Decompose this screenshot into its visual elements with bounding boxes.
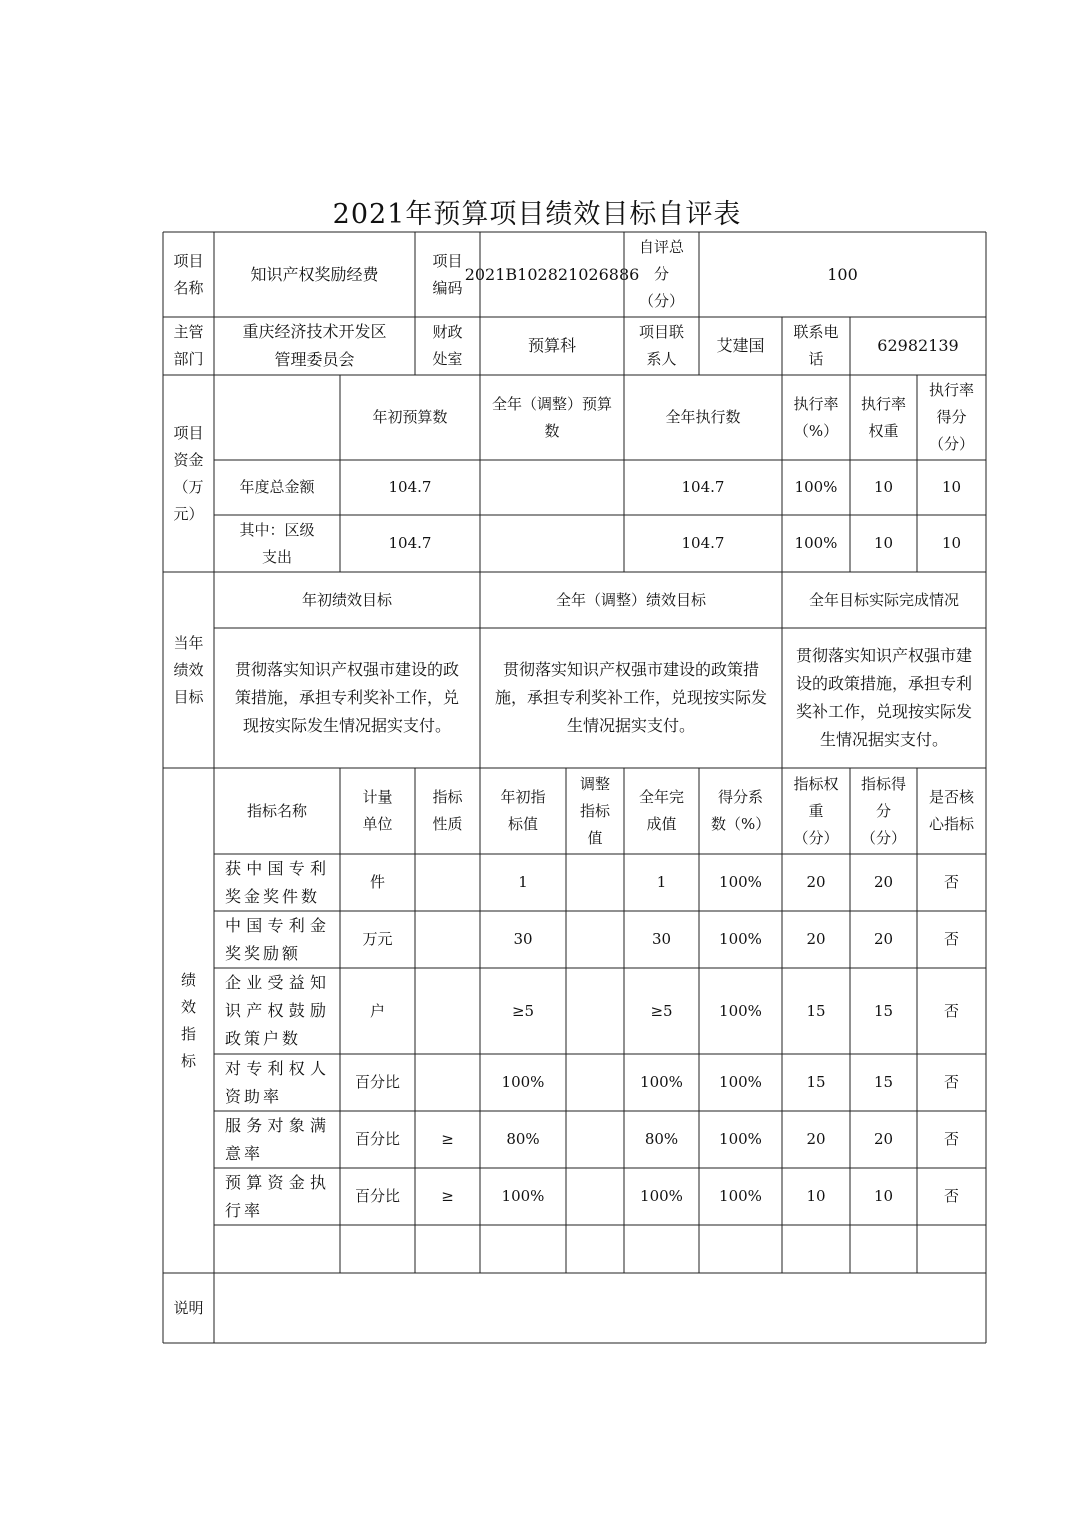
ind-row-core (917, 1111, 986, 1168)
funds-row-score (917, 515, 986, 572)
ind-col-coef (699, 768, 782, 854)
ind-row-nature (415, 911, 480, 968)
ind-col-adjusted-text: 调整指标值 (579, 774, 610, 847)
funds-row-initial (340, 460, 480, 515)
funds-row-weight (850, 460, 917, 515)
phone-label (782, 317, 850, 375)
ind-row-unit (340, 1054, 415, 1111)
goals-adjusted-text-text: 贯彻落实知识产权强市建设的政策措施，承担专利奖补工作，兑现按实际发生情况据实支付。 (494, 660, 767, 735)
ind-row-complete (624, 911, 699, 968)
funds-row-adjusted (480, 515, 624, 572)
goals-initial-text (214, 628, 480, 768)
ind-row-unit-text: 万元 (362, 930, 393, 948)
ind-col-initial (480, 768, 566, 854)
ind-row-weight (782, 911, 850, 968)
funds-col-adjusted (480, 375, 624, 460)
ind-row-initial (480, 911, 566, 968)
funds-row-rate (782, 515, 850, 572)
ind-row-unit (340, 911, 415, 968)
ind-col-initial-text: 年初指标值 (500, 788, 546, 833)
contact-value (699, 317, 782, 375)
funds-col-executed-text: 全年执行数 (665, 408, 741, 426)
funds-row-score (917, 460, 986, 515)
ind-row-core (917, 1168, 986, 1225)
self-score-label-text: 自评总分（分） (638, 238, 684, 310)
ind-row-coef (699, 968, 782, 1054)
finance-value-text: 预算科 (527, 336, 576, 355)
self-score-value (699, 232, 986, 317)
ind-row-weight-text: 10 (806, 1187, 826, 1205)
ind-row-nature (415, 1168, 480, 1225)
funds-row-rate-text: 100% (794, 478, 838, 496)
ind-row-complete (624, 1054, 699, 1111)
ind-row-nature (415, 1054, 480, 1111)
project-code-value-text: 2021B102821026886 (464, 264, 640, 284)
ind-row-coef-text: 100% (719, 873, 762, 891)
ind-row-name-text: 对专利权人资助率 (225, 1058, 329, 1106)
ind-col-score-text: 指标得分（分） (860, 774, 906, 847)
ind-row-unit-text: 百分比 (354, 1187, 400, 1205)
ind-col-weight (782, 768, 850, 854)
ind-row-score-text: 20 (873, 873, 894, 891)
ind-row-weight-text: 20 (806, 1130, 826, 1148)
contact-value-text: 艾建国 (716, 336, 765, 355)
goals-actual-text (782, 628, 986, 768)
funds-row-executed-text: 104.7 (681, 478, 725, 496)
ind-row-coef-text: 100% (719, 1187, 762, 1205)
ind-row-score-text: 10 (873, 1187, 894, 1205)
project-name-value (214, 232, 415, 317)
finance-label (415, 317, 480, 375)
goals-col-initial-text: 年初绩效目标 (301, 590, 392, 609)
ind-row-score (850, 1054, 917, 1111)
page-title: 2021年预算项目绩效目标自评表 (332, 199, 742, 230)
ind-row-nature (415, 968, 480, 1054)
finance-value (480, 317, 624, 375)
project-name-label-text: 项目名称 (173, 251, 204, 297)
ind-row-unit (340, 1168, 415, 1225)
ind-row-adjusted (566, 1111, 624, 1168)
ind-row-initial (480, 854, 566, 911)
funds-row-score-text: 10 (941, 534, 962, 552)
goals-section-label (163, 572, 214, 768)
ind-row-core (917, 854, 986, 911)
ind-row-core-text: 否 (943, 1073, 959, 1091)
ind-row-core (917, 1054, 986, 1111)
ind-row-weight (782, 1054, 850, 1111)
ind-row-core-text: 否 (943, 1001, 959, 1020)
funds-col-rate (782, 375, 850, 460)
ind-row-adjusted (566, 911, 624, 968)
ind-row-score-text: 15 (873, 1001, 894, 1020)
indicators-section-label (163, 768, 214, 1273)
contact-label-text: 项目联系人 (638, 323, 684, 368)
goals-initial-text-text: 贯彻落实知识产权强市建设的政策措施，承担专利奖补工作，兑现按实际发生情况据实支付。 (234, 660, 459, 735)
ind-row-adjusted (566, 968, 624, 1054)
ind-col-nature (415, 768, 480, 854)
ind-row-name-text: 企业受益知识产权鼓励政策户数 (225, 973, 329, 1048)
funds-row-weight-text: 10 (873, 534, 894, 552)
goals-section-label-text: 当年绩效目标 (173, 633, 204, 706)
ind-row-score (850, 911, 917, 968)
goals-col-actual (782, 572, 986, 628)
ind-row-initial (480, 968, 566, 1054)
ind-col-adjusted (566, 768, 624, 854)
funds-row-rate (782, 460, 850, 515)
phone-value-text: 62982139 (877, 336, 959, 355)
funds-row-rate-text: 100% (794, 534, 838, 552)
ind-row-initial (480, 1168, 566, 1225)
ind-row-complete-text: 100% (640, 1187, 683, 1205)
ind-col-score (850, 768, 917, 854)
funds-row-executed-text: 104.7 (681, 534, 725, 552)
ind-row-score-text: 20 (873, 930, 894, 948)
phone-label-text: 联系电话 (793, 323, 839, 368)
ind-row-score-text: 20 (873, 1130, 894, 1148)
ind-row-coef (699, 1054, 782, 1111)
contact-label (624, 317, 699, 375)
ind-row-weight (782, 968, 850, 1054)
ind-col-core-text: 是否核心指标 (929, 788, 975, 833)
self-score-label (624, 232, 699, 317)
funds-row-label (214, 460, 340, 515)
ind-col-coef-text: 得分系数（%） (711, 788, 771, 833)
funds-col-score (917, 375, 986, 460)
ind-row-weight (782, 1111, 850, 1168)
funds-row-initial-text: 104.7 (388, 478, 432, 496)
ind-row-name (214, 968, 340, 1054)
ind-row-core (917, 968, 986, 1054)
ind-row-name (214, 1111, 340, 1168)
ind-row-unit-text: 百分比 (354, 1073, 400, 1091)
notes-label-text: 说明 (173, 1298, 204, 1317)
ind-row-complete-text: ≥5 (650, 1001, 673, 1020)
ind-row-adjusted (566, 1054, 624, 1111)
ind-row-name-text: 获中国专利奖金奖件数 (225, 858, 329, 906)
funds-row-initial (340, 515, 480, 572)
ind-row-unit (340, 1111, 415, 1168)
ind-row-initial (480, 1111, 566, 1168)
ind-row-coef (699, 1168, 782, 1225)
ind-row-initial-text: 1 (518, 873, 528, 891)
ind-col-name-text: 指标名称 (246, 801, 307, 820)
ind-row-initial (480, 1054, 566, 1111)
ind-row-name (214, 854, 340, 911)
ind-row-unit-text: 件 (369, 873, 385, 891)
funds-col-executed (624, 375, 782, 460)
ind-row-complete-text: 80% (644, 1130, 679, 1148)
ind-row-initial-text: 80% (506, 1130, 540, 1148)
goals-col-adjusted-text: 全年（调整）绩效目标 (555, 590, 706, 609)
ind-col-unit-text: 计量单位 (362, 788, 393, 833)
ind-row-unit (340, 854, 415, 911)
ind-row-name-text: 中国专利金奖奖励额 (225, 915, 329, 963)
project-code-label-text: 项目编码 (432, 251, 463, 297)
funds-col-initial-text: 年初预算数 (372, 408, 448, 426)
goals-col-adjusted (480, 572, 782, 628)
ind-row-weight (782, 854, 850, 911)
ind-row-weight-text: 20 (806, 873, 826, 891)
ind-row-coef-text: 100% (719, 1073, 762, 1091)
goals-adjusted-text (480, 628, 782, 768)
ind-row-complete (624, 968, 699, 1054)
funds-section-label (163, 375, 214, 572)
ind-row-weight (782, 1168, 850, 1225)
ind-row-unit (340, 968, 415, 1054)
ind-row-coef (699, 854, 782, 911)
ind-row-core-text: 否 (943, 873, 959, 891)
funds-row-executed (624, 515, 782, 572)
dept-value (214, 317, 415, 375)
ind-row-complete-text: 100% (640, 1073, 683, 1091)
funds-row-weight (850, 515, 917, 572)
ind-row-coef-text: 100% (719, 930, 762, 948)
project-name-label (163, 232, 214, 317)
funds-row-label-text: 年度总金额 (239, 478, 315, 496)
ind-row-weight-text: 15 (806, 1073, 826, 1091)
ind-col-weight-text: 指标权重（分） (793, 774, 839, 847)
funds-col-adjusted-text: 全年（调整）预算数 (491, 394, 612, 440)
funds-row-score-text: 10 (941, 478, 962, 496)
finance-label-text: 财政处室 (432, 323, 463, 368)
ind-row-complete (624, 854, 699, 911)
funds-col-initial (340, 375, 480, 460)
ind-row-coef (699, 1111, 782, 1168)
dept-label (163, 317, 214, 375)
ind-row-name (214, 1054, 340, 1111)
funds-section-label-text: 项目资金（万元） (173, 423, 204, 523)
ind-row-nature (415, 854, 480, 911)
funds-col-score-text: 执行率得分（分） (928, 381, 974, 453)
self-score-value-text: 100 (827, 264, 858, 284)
ind-row-nature (415, 1111, 480, 1168)
goals-col-initial (214, 572, 480, 628)
ind-col-complete (624, 768, 699, 854)
phone-value (850, 317, 986, 375)
ind-row-coef-text: 100% (719, 1001, 762, 1020)
ind-row-adjusted (566, 1168, 624, 1225)
dept-label-text: 主管部门 (173, 323, 204, 368)
goals-col-actual-text: 全年目标实际完成情况 (808, 590, 959, 609)
ind-row-unit-text: 百分比 (354, 1130, 400, 1148)
ind-row-weight-text: 20 (806, 930, 826, 948)
ind-row-score (850, 1111, 917, 1168)
ind-col-unit (340, 768, 415, 854)
ind-row-unit-text: 户 (369, 1001, 385, 1020)
ind-row-core (917, 911, 986, 968)
ind-row-coef (699, 911, 782, 968)
ind-row-score (850, 968, 917, 1054)
notes-label (163, 1273, 214, 1343)
funds-row-initial-text: 104.7 (388, 534, 432, 552)
funds-row-label-text: 其中：区级支出 (239, 520, 315, 566)
ind-row-complete-text: 30 (651, 930, 672, 948)
ind-row-initial-text: ≥5 (511, 1001, 535, 1020)
ind-row-score-text: 15 (873, 1073, 894, 1091)
ind-row-name-text: 服务对象满意率 (225, 1115, 329, 1163)
funds-row-executed (624, 460, 782, 515)
ind-col-nature-text: 指标性质 (432, 788, 463, 833)
ind-row-nature-text: ≥ (441, 1187, 454, 1205)
ind-col-core (917, 768, 986, 854)
funds-col-weight (850, 375, 917, 460)
funds-row-weight-text: 10 (873, 478, 894, 496)
funds-row-adjusted (480, 460, 624, 515)
ind-row-score (850, 854, 917, 911)
ind-row-name-text: 预算资金执行率 (225, 1172, 329, 1220)
ind-row-nature-text: ≥ (441, 1130, 454, 1148)
ind-row-complete-text: 1 (656, 873, 667, 891)
project-code-value (464, 232, 640, 317)
ind-row-weight-text: 15 (806, 1001, 826, 1020)
ind-row-adjusted (566, 854, 624, 911)
goals-actual-text-text: 贯彻落实知识产权强市建设的政策措施，承担专利奖补工作，兑现按实际发生情况据实支付。 (795, 646, 972, 749)
ind-row-score (850, 1168, 917, 1225)
funds-col-weight-text: 执行率权重 (860, 394, 906, 440)
ind-row-name (214, 1168, 340, 1225)
indicators-section-label-text: 绩效指标 (180, 970, 196, 1070)
ind-row-initial-text: 100% (501, 1073, 545, 1091)
ind-row-core-text: 否 (943, 1187, 959, 1205)
ind-row-coef-text: 100% (719, 1130, 762, 1148)
ind-row-complete (624, 1111, 699, 1168)
project-name-value-text: 知识产权奖励经费 (250, 264, 379, 284)
funds-col-rate-text: 执行率（%） (793, 394, 839, 440)
dept-value-text: 重庆经济技术开发区管理委员会 (242, 322, 387, 369)
ind-col-name (214, 768, 340, 854)
ind-row-initial-text: 100% (501, 1187, 545, 1205)
funds-row-label (214, 515, 340, 572)
ind-col-complete-text: 全年完成值 (638, 788, 684, 833)
ind-row-name (214, 911, 340, 968)
ind-row-initial-text: 30 (513, 930, 533, 948)
notes-value (214, 1273, 986, 1343)
ind-row-core-text: 否 (943, 1130, 959, 1148)
ind-row-core-text: 否 (943, 930, 959, 948)
ind-row-complete (624, 1168, 699, 1225)
